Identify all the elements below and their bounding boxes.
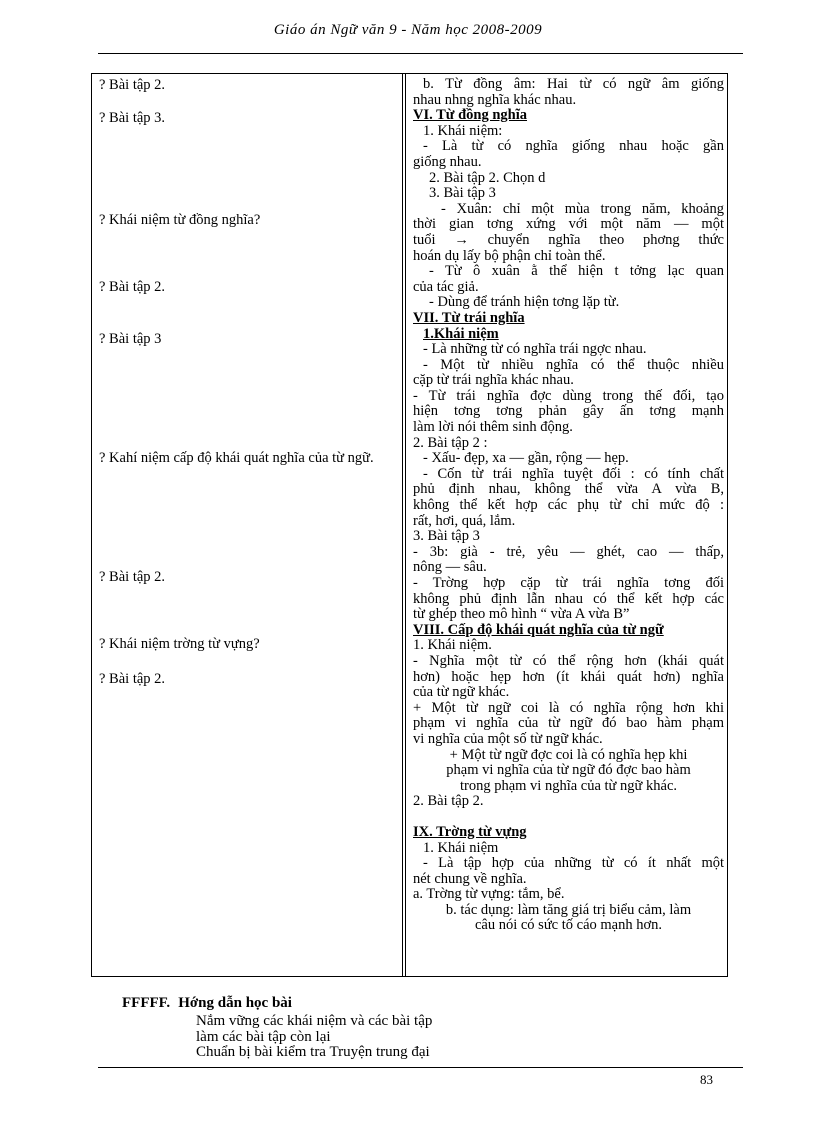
text-line: hơn) hoặc hẹp hơn (ít khái quát hơn) nghĩa: [413, 668, 724, 685]
section-heading: VIII. Cấp độ khái quát nghĩa của từ ngữ: [413, 621, 664, 638]
text-line: nhau nhng nghĩa khác nhau.: [413, 91, 577, 108]
section-heading: IX. Trờng từ vựng: [413, 823, 527, 840]
question: ? Bài tập 2.: [99, 569, 166, 585]
text-line: 1. Khái niệm.: [413, 637, 492, 654]
homework-guide: [122, 995, 433, 1060]
text-line: trong phạm vi nghĩa của từ ngữ khác.: [459, 777, 678, 794]
text-line: - 3b: già - trẻ, yêu — ghét, cao — thấp,: [413, 543, 724, 560]
text-line: 1. Khái niệm: [423, 839, 499, 856]
text-line: b. Từ đồng âm: Hai từ có ngữ âm giống: [423, 76, 724, 92]
text-line: - Trờng hợp cặp từ trái nghĩa tơng đối: [413, 575, 724, 591]
text-line: nét chung về nghĩa.: [413, 870, 527, 887]
text-line: - Là những từ có nghĩa trái ngợc nhau.: [423, 341, 647, 358]
text-line: - Từ ô xuân ằ thể hiện t tởng lạc quan: [429, 263, 724, 280]
text-line: của tác giả.: [413, 278, 479, 295]
lesson-table: [91, 73, 728, 977]
text-line: a. Trờng từ vựng: tắm, bể.: [413, 886, 565, 903]
question: ? Khái niệm trờng từ vựng?: [99, 636, 260, 652]
homework-item: Chuẩn bị bài kiểm tra Truyện trung đại: [196, 1044, 430, 1060]
text-line: phủ định nhau, không thể vừa A vừa B,: [413, 481, 724, 498]
column-divider-left: [402, 74, 403, 976]
text-line: hiện tơng tơng phản gây ấn tơng mạnh: [413, 403, 724, 420]
text-line: vi nghĩa của một số từ ngữ khác.: [413, 730, 603, 747]
text-line: cặp từ trái nghĩa khác nhau.: [413, 372, 574, 389]
text-line: 2. Bài tập 2 :: [413, 434, 488, 451]
text-line: làm lời nói thêm sinh động.: [413, 419, 573, 436]
homework-item: Nắm vững các khái niệm và các bài tập: [196, 1013, 433, 1029]
subsection-heading: 1.Khái niệm: [423, 325, 499, 342]
text-line: - Nghĩa một từ có thể rộng hơn (khái quát: [413, 652, 724, 669]
section-heading: VI. Từ đồng nghĩa: [413, 107, 528, 124]
text-line: từ ghép theo mô hình “ vừa A vừa B”: [413, 606, 630, 623]
answer-column: [413, 77, 724, 934]
page-number: 83: [700, 1072, 713, 1087]
spacer: [413, 810, 724, 825]
text-line: - Xuân: chỉ một mùa trong năm, khoảng: [441, 200, 724, 217]
text-line: câu nói có sức tố cáo mạnh hơn.: [474, 917, 663, 934]
text-line: - Cốn từ trái nghĩa tuyệt đối : có tính chất: [423, 465, 724, 482]
text-line: - Một từ nhiều nghĩa có thể thuộc nhiều: [423, 356, 724, 373]
text-line: + Một từ ngữ coi là có nghĩa rộng hơn khi: [413, 699, 724, 716]
text-line: b. tác dụng: làm tăng giá trị biểu cảm, làm: [445, 901, 692, 918]
question: ? Bài tập 2.: [99, 279, 166, 295]
homework-item: làm các bài tập còn lại: [196, 1028, 331, 1045]
text-line: - Là tập hợp của những từ có ít nhất một: [423, 855, 724, 872]
text-line: của từ ngữ khác.: [413, 684, 510, 701]
text-line: - Dùng để tránh hiện tơng lặp từ.: [429, 294, 620, 311]
text-line: phạm vi nghĩa của từ ngữ đó bao hàm phạm: [413, 715, 724, 732]
question: ? Bài tập 2.: [99, 671, 166, 687]
text-line: 2. Bài tập 2. Chọn d: [429, 169, 546, 186]
text-line: 3. Bài tập 3: [429, 185, 496, 202]
header-rule: [98, 53, 743, 54]
text-line: - Từ trái nghĩa đợc dùng trong thế đối, tạo: [413, 387, 724, 404]
section-label: FFFFF.: [122, 995, 171, 1011]
text-line: + Một từ ngữ đợc coi là có nghĩa hẹp khi: [449, 746, 688, 763]
text-line: 2. Bài tập 2.: [413, 793, 484, 810]
text-line: không thể kết hợp các phụ từ chỉ mức độ :: [413, 497, 724, 514]
text-line: không phủ định lẫn nhau có thể kết hợp các: [413, 590, 724, 607]
question: ? Kahí niệm cấp độ khái quát nghĩa của từ ngữ.: [99, 450, 374, 466]
text-line: 3. Bài tập 3: [413, 528, 480, 545]
text-line: hoán dụ lấy bộ phận chỉ toàn thể.: [413, 247, 606, 264]
section-heading: VII. Từ trái nghĩa: [413, 309, 525, 326]
text-line: - Là từ có nghĩa giống nhau hoặc gần: [423, 138, 724, 155]
text-line: tuổi → chuyển nghĩa theo phơng thức: [413, 231, 724, 248]
question: ? Bài tập 3.: [99, 110, 166, 126]
text-line: giống nhau.: [413, 153, 482, 170]
question: ? Bài tập 2.: [99, 77, 166, 93]
homework-list: [196, 1014, 596, 1061]
question: ? Bài tập 3: [99, 331, 162, 347]
text-line: 1. Khái niệm:: [423, 122, 503, 139]
text-line: thời gian tơng xứng với một năm — một: [413, 216, 724, 233]
text-line: - Xấu- đẹp, xa — gần, rộng — hẹp.: [423, 450, 629, 467]
page-header: Giáo án Ngữ văn 9 - Năm học 2008-2009: [273, 22, 543, 38]
column-divider-right: [405, 74, 406, 976]
footer-rule: [98, 1067, 743, 1068]
question: ? Khái niệm từ đồng nghĩa?: [99, 212, 261, 228]
text-line: phạm vi nghĩa của từ ngữ đó đợc bao hàm: [446, 762, 691, 779]
text-line: rất, hơi, quá, lắm.: [413, 512, 516, 529]
homework-title: Hớng dẫn học bài: [178, 995, 292, 1011]
text-line: nông — sâu.: [413, 559, 487, 576]
